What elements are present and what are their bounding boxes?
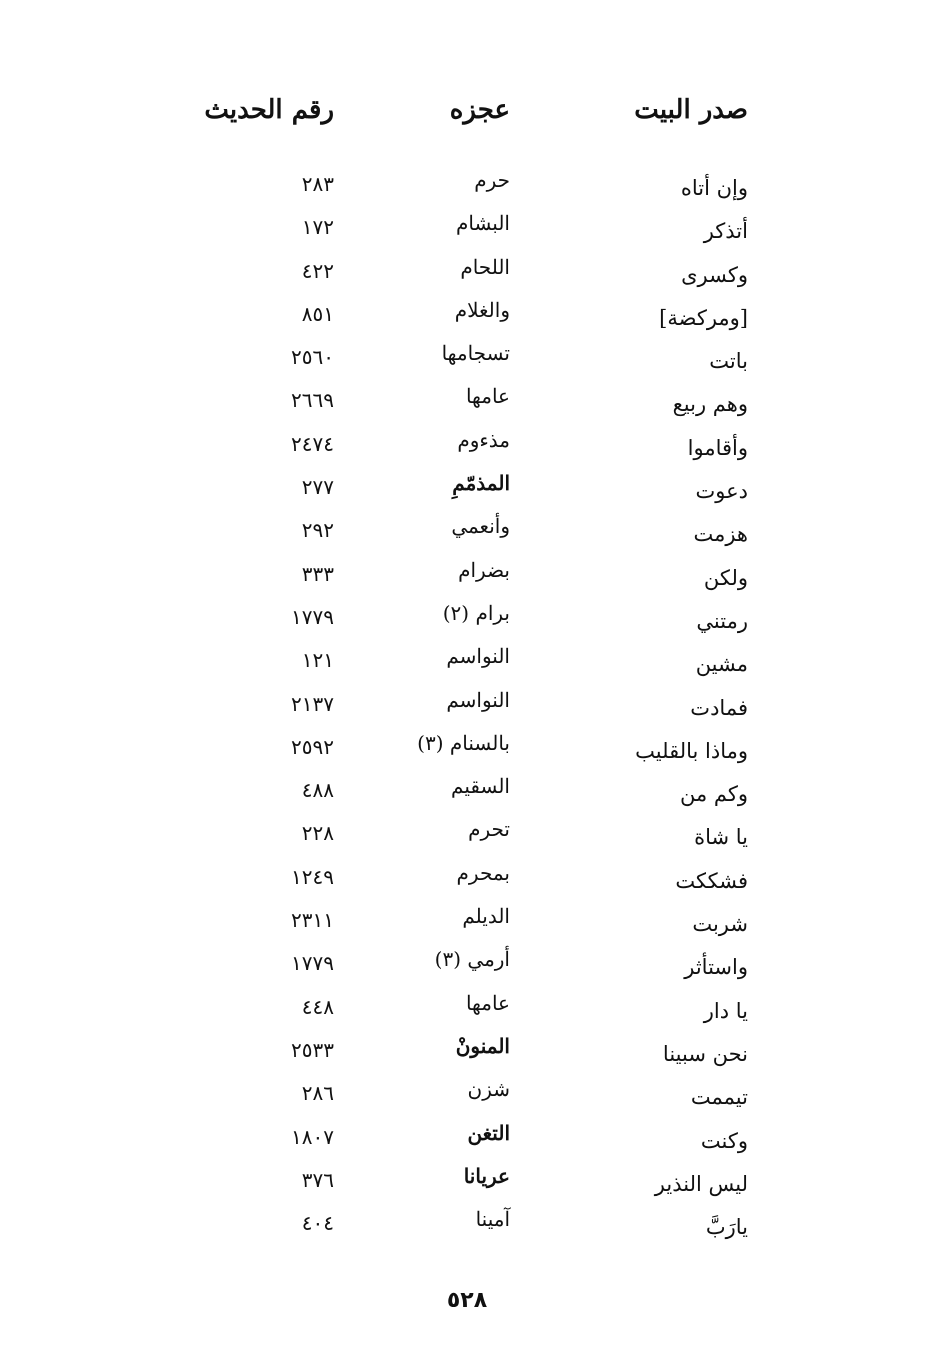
table-row (0, 161, 934, 204)
verse-end-cell: شزن (467, 1077, 510, 1102)
verse-end-cell: الديلم (462, 904, 510, 929)
table-row (0, 507, 934, 550)
verse-end-cell: البشام (455, 211, 510, 236)
table-row (0, 984, 934, 1027)
verse-start-cell: يا دار (703, 998, 748, 1023)
verse-end-cell: عامها (465, 384, 510, 409)
verse-end-cell: التغن (467, 1120, 510, 1145)
verse-start-cell: يا شاة (694, 825, 748, 850)
table-row (0, 724, 934, 767)
verse-start-cell: فشككت (675, 868, 748, 893)
verse-end-cell: السقيم (451, 774, 510, 799)
verse-start-cell: وكنت (700, 1128, 748, 1153)
verse-end-cell: تسجامها (441, 341, 510, 366)
hadith-number-cell: ١٧٧٩ (291, 951, 334, 976)
table-row (0, 1200, 934, 1243)
hadith-number-cell: ٨٥١ (301, 301, 334, 326)
verse-start-cell: وهم ربيع (672, 392, 748, 417)
verse-start-cell: وكسرى (681, 262, 748, 287)
verse-end-cell: برام (٢) (442, 600, 510, 625)
table-row (0, 204, 934, 247)
verse-end-cell: أرمي (٣) (434, 947, 510, 972)
verse-end-cell: بمحرم (456, 860, 510, 885)
table-row (0, 421, 934, 464)
verse-end-cell: تحرم (468, 817, 510, 842)
hadith-number-cell: ٤٠٤ (301, 1211, 334, 1236)
verse-start-cell: وإن أتاه (680, 176, 748, 200)
verse-start-cell: رمتني (696, 608, 748, 633)
verse-start-cell: فمادت (690, 695, 748, 720)
verse-start-cell: تيممت (690, 1085, 748, 1110)
hadith-number-cell: ٢٣١١ (291, 908, 334, 933)
verse-end-cell: مذءوم (457, 427, 510, 452)
table-row (0, 464, 934, 507)
hadith-number-cell: ٤٢٢ (301, 258, 334, 283)
hadith-number-cell: ٢١٣٧ (291, 691, 334, 716)
table-body (0, 161, 934, 1243)
verse-end-cell: وأنعمي (451, 514, 510, 539)
verse-start-cell: مشين (695, 652, 748, 677)
hadith-number-cell: ٢٥٦٠ (291, 345, 334, 370)
hadith-number-cell: ١٧٢ (301, 215, 334, 240)
verse-start-cell: وكم من (679, 782, 748, 807)
hadith-number-cell: ٣٧٦ (301, 1167, 334, 1192)
table-row (0, 1070, 934, 1113)
verse-start-cell: نحن سبينا (662, 1041, 748, 1066)
verse-start-cell: ولكن (703, 565, 748, 590)
header-hadith-number: رقم الحديث (204, 95, 334, 125)
hadith-number-cell: ٢٧٧ (301, 475, 334, 500)
hadith-number-cell: ٣٣٣ (301, 561, 334, 586)
table-row (0, 767, 934, 810)
hadith-number-cell: ٢٦٦٩ (291, 388, 334, 413)
hadith-number-cell: ٢٨٦ (301, 1081, 334, 1106)
table-row (0, 810, 934, 853)
verse-start-cell: واستأثر (684, 955, 748, 980)
verse-start-cell: باتت (709, 349, 748, 374)
table-row (0, 637, 934, 680)
hadith-number-cell: ٢٩٢ (301, 518, 334, 543)
verse-end-cell: آمينا (475, 1207, 510, 1232)
table-header (0, 88, 934, 132)
table-row (0, 897, 934, 940)
verse-end-cell: والغلام (454, 297, 510, 322)
verse-end-cell: النواسم (446, 687, 510, 712)
hadith-number-cell: ١٨٠٧ (291, 1124, 334, 1149)
table-row (0, 1114, 934, 1157)
table-row (0, 334, 934, 377)
table-row (0, 940, 934, 983)
verse-start-cell: ليس النذير (654, 1171, 748, 1196)
hadith-number-cell: ٢٨٣ (301, 172, 334, 196)
verse-end-cell: عامها (465, 990, 510, 1015)
hadith-number-cell: ٢٥٣٣ (291, 1037, 334, 1062)
verse-end-cell: عريانا (463, 1163, 510, 1188)
verse-end-cell: اللحام (460, 254, 510, 279)
verse-start-cell: وماذا بالقليب (635, 738, 748, 763)
verse-end-cell: المذمّمِ (452, 471, 510, 496)
header-verse-start: صدر البيت (634, 95, 748, 125)
table-row (0, 377, 934, 420)
table-row (0, 594, 934, 637)
hadith-number-cell: ١٢١ (301, 648, 334, 673)
hadith-number-cell: ٢٥٩٢ (291, 734, 334, 759)
hadith-number-cell: ١٧٧٩ (291, 604, 334, 629)
verse-start-cell: يارَبَّ (705, 1215, 748, 1240)
hadith-number-cell: ٢٤٧٤ (291, 431, 334, 456)
header-verse-end: عجزه (449, 95, 510, 125)
page-number: ٥٢٨ (446, 1288, 488, 1313)
verse-end-cell: بالسنام (٣) (417, 730, 510, 755)
verse-start-cell: أتذكر (703, 219, 748, 244)
hadith-number-cell: ٤٤٨ (301, 994, 334, 1019)
verse-end-cell: النواسم (446, 644, 510, 669)
table-row (0, 1157, 934, 1200)
hadith-number-cell: ٢٢٨ (301, 821, 334, 846)
table-row (0, 248, 934, 291)
verse-start-cell: [ومركضة] (659, 305, 748, 330)
verse-end-cell: حرم (474, 168, 510, 192)
table-row (0, 291, 934, 334)
verse-start-cell: هزمت (693, 522, 748, 547)
verse-start-cell: وأقاموا (687, 435, 748, 460)
table-row (0, 551, 934, 594)
table-row (0, 854, 934, 897)
hadith-number-cell: ١٢٤٩ (291, 864, 334, 889)
table-row (0, 1027, 934, 1070)
verse-end-cell: بضرام (458, 557, 510, 582)
verse-end-cell: المنونْ (455, 1033, 510, 1058)
table-row (0, 681, 934, 724)
verse-start-cell: دعوت (695, 479, 748, 504)
hadith-number-cell: ٤٨٨ (301, 778, 334, 803)
verse-start-cell: شربت (692, 912, 748, 937)
